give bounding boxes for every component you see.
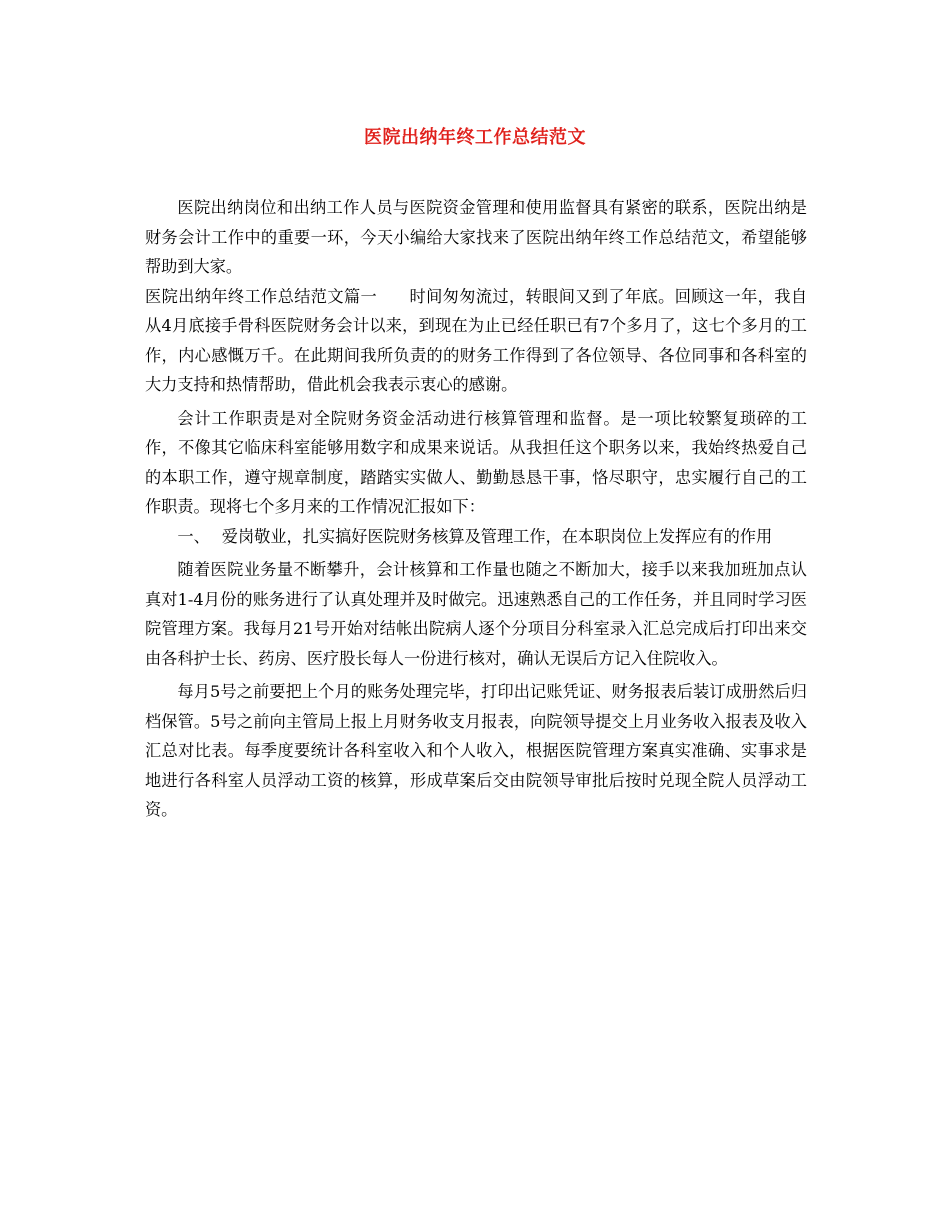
section-title: 医院出纳年终工作总结范文篇一 — [145, 286, 378, 306]
section-first-paragraph — [145, 282, 807, 400]
monthly-paragraph: 每月5号之前要把上个月的账务处理完毕，打印出记账凭证、财务报表后装订成册然后归档保管。5号之前向主管局上报上月财务收支月报表，向院领导提交上月业务收入报表及收入汇总对比表。每季度要统计各科室收入和个人收入，根据医院管理方案真实准确、实事求是地进行各科室人员浮动工资的核算，形成草案后交由院领导审批后按时兑现全院人员浮动工资。 — [145, 682, 807, 819]
document-body — [145, 193, 807, 825]
item-one-text: 爱岗敬业，扎实搞好医院财务核算及管理工作，在本职岗位上发挥应有的作用 — [221, 526, 773, 546]
item-one-paragraph — [145, 522, 807, 552]
business-paragraph: 随着医院业务量不断攀升，会计核算和工作量也随之不断加大，接手以来我加班加点认真对1-4月份的账务进行了认真处理并及时做完。迅速熟悉自己的工作任务，并且同时学习医院管理方案。我每月21号开始对结帐出院病人逐个分项目分科室录入汇总完成后打印出来交由各科护士长、药房、医疗股长每人一份进行核对，确认无误后方记入住院收入。 — [145, 560, 807, 668]
item-one-number: 一、 — [177, 526, 210, 546]
duty-paragraph: 会计工作职责是对全院财务资金活动进行核算管理和监督。是一项比较繁复琐碎的工作，不像其它临床科室能够用数字和成果来说话。从我担任这个职务以来，我始终热爱自己的本职工作，遵守规章制度，踏踏实实做人、勤勤恳恳干事，恪尽职守，忠实履行自己的工作职责。现将七个多月来的工作情况汇报如下： — [145, 408, 807, 516]
document-title: 医院出纳年终工作总结范文 — [364, 127, 586, 148]
intro-paragraph: 医院出纳岗位和出纳工作人员与医院资金管理和使用监督具有紧密的联系，医院出纳是财务会计工作中的重要一环，今天小编给大家找来了医院出纳年终工作总结范文，希望能够帮助到大家。 — [145, 198, 807, 276]
section-first-text: 时间匆匆流过，转眼间又到了年底。回顾这一年，我自从4月底接手骨科医院财务会计以来，到现在为止已经任职已有7个多月了，这七个多月的工作，内心感慨万千。在此期间我所负责的的财务工作得到了各位领导、各位同事和各科室的大力支持和热情帮助，借此机会我表示衷心的感谢。 — [145, 286, 808, 394]
